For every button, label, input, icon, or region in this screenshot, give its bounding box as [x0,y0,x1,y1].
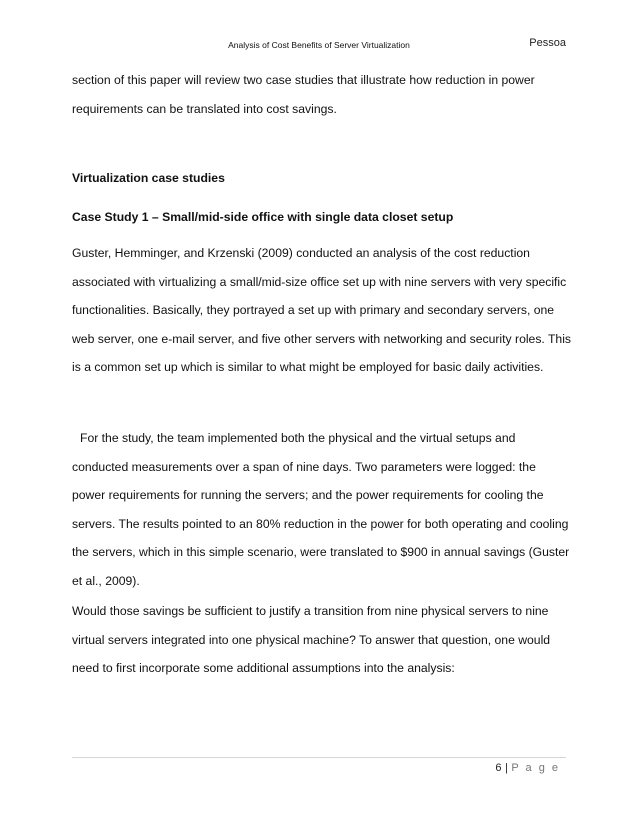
case-study-heading: Case Study 1 – Small/mid-side office with single data closet setup [72,210,454,224]
case-study-paragraph-1 [72,239,572,382]
intro-continuation-paragraph [72,66,572,123]
section-heading: Virtualization case studies [72,171,225,185]
case-study-paragraph-3 [72,597,572,683]
page-word: P a g e [511,762,560,774]
running-header-title: Analysis of Cost Benefits of Server Virtualization [228,40,410,50]
paragraph-3-text: Would those savings be sufficient to justify a transition from nine physical servers to nine virtual servers integrated into one physical machine? To answer that question, one would need to first incorporate some additional assumptions into the analysis: [72,604,551,676]
paragraph-1-text: Guster, Hemminger, and Krzenski (2009) conducted an analysis of the cost reduction associated with virtualizing a small/mid-size office set up with nine servers with very specific functionalities. Basically, they portrayed a set up with primary and secondary servers, one web server, one e-mail server, and five other servers with networking and security roles. This is a common set up which is similar to what might be employed for basic daily activities. [72,246,572,375]
running-header-author: Pessoa [529,37,566,49]
intro-continuation-text: section of this paper will review two case studies that illustrate how reduction in power requirements can be translated into cost savings. [72,73,535,116]
paragraph-2-text: For the study, the team implemented both the physical and the virtual setups and conducted measurements over a span of nine days. Two parameters were logged: the power requirements for running the servers; and the power requirements for cooling the servers. The results pointed to an 80% reduction in the power for both operating and cooling the servers, which in this simple scenario, were translated to $900 in annual savings (Guster et al., 2009). [72,431,570,588]
footer-divider [72,757,566,758]
page-separator: | [504,762,509,774]
case-study-paragraph-2 [72,424,572,596]
footer-page-number [495,762,560,774]
page-number: 6 [495,762,502,774]
